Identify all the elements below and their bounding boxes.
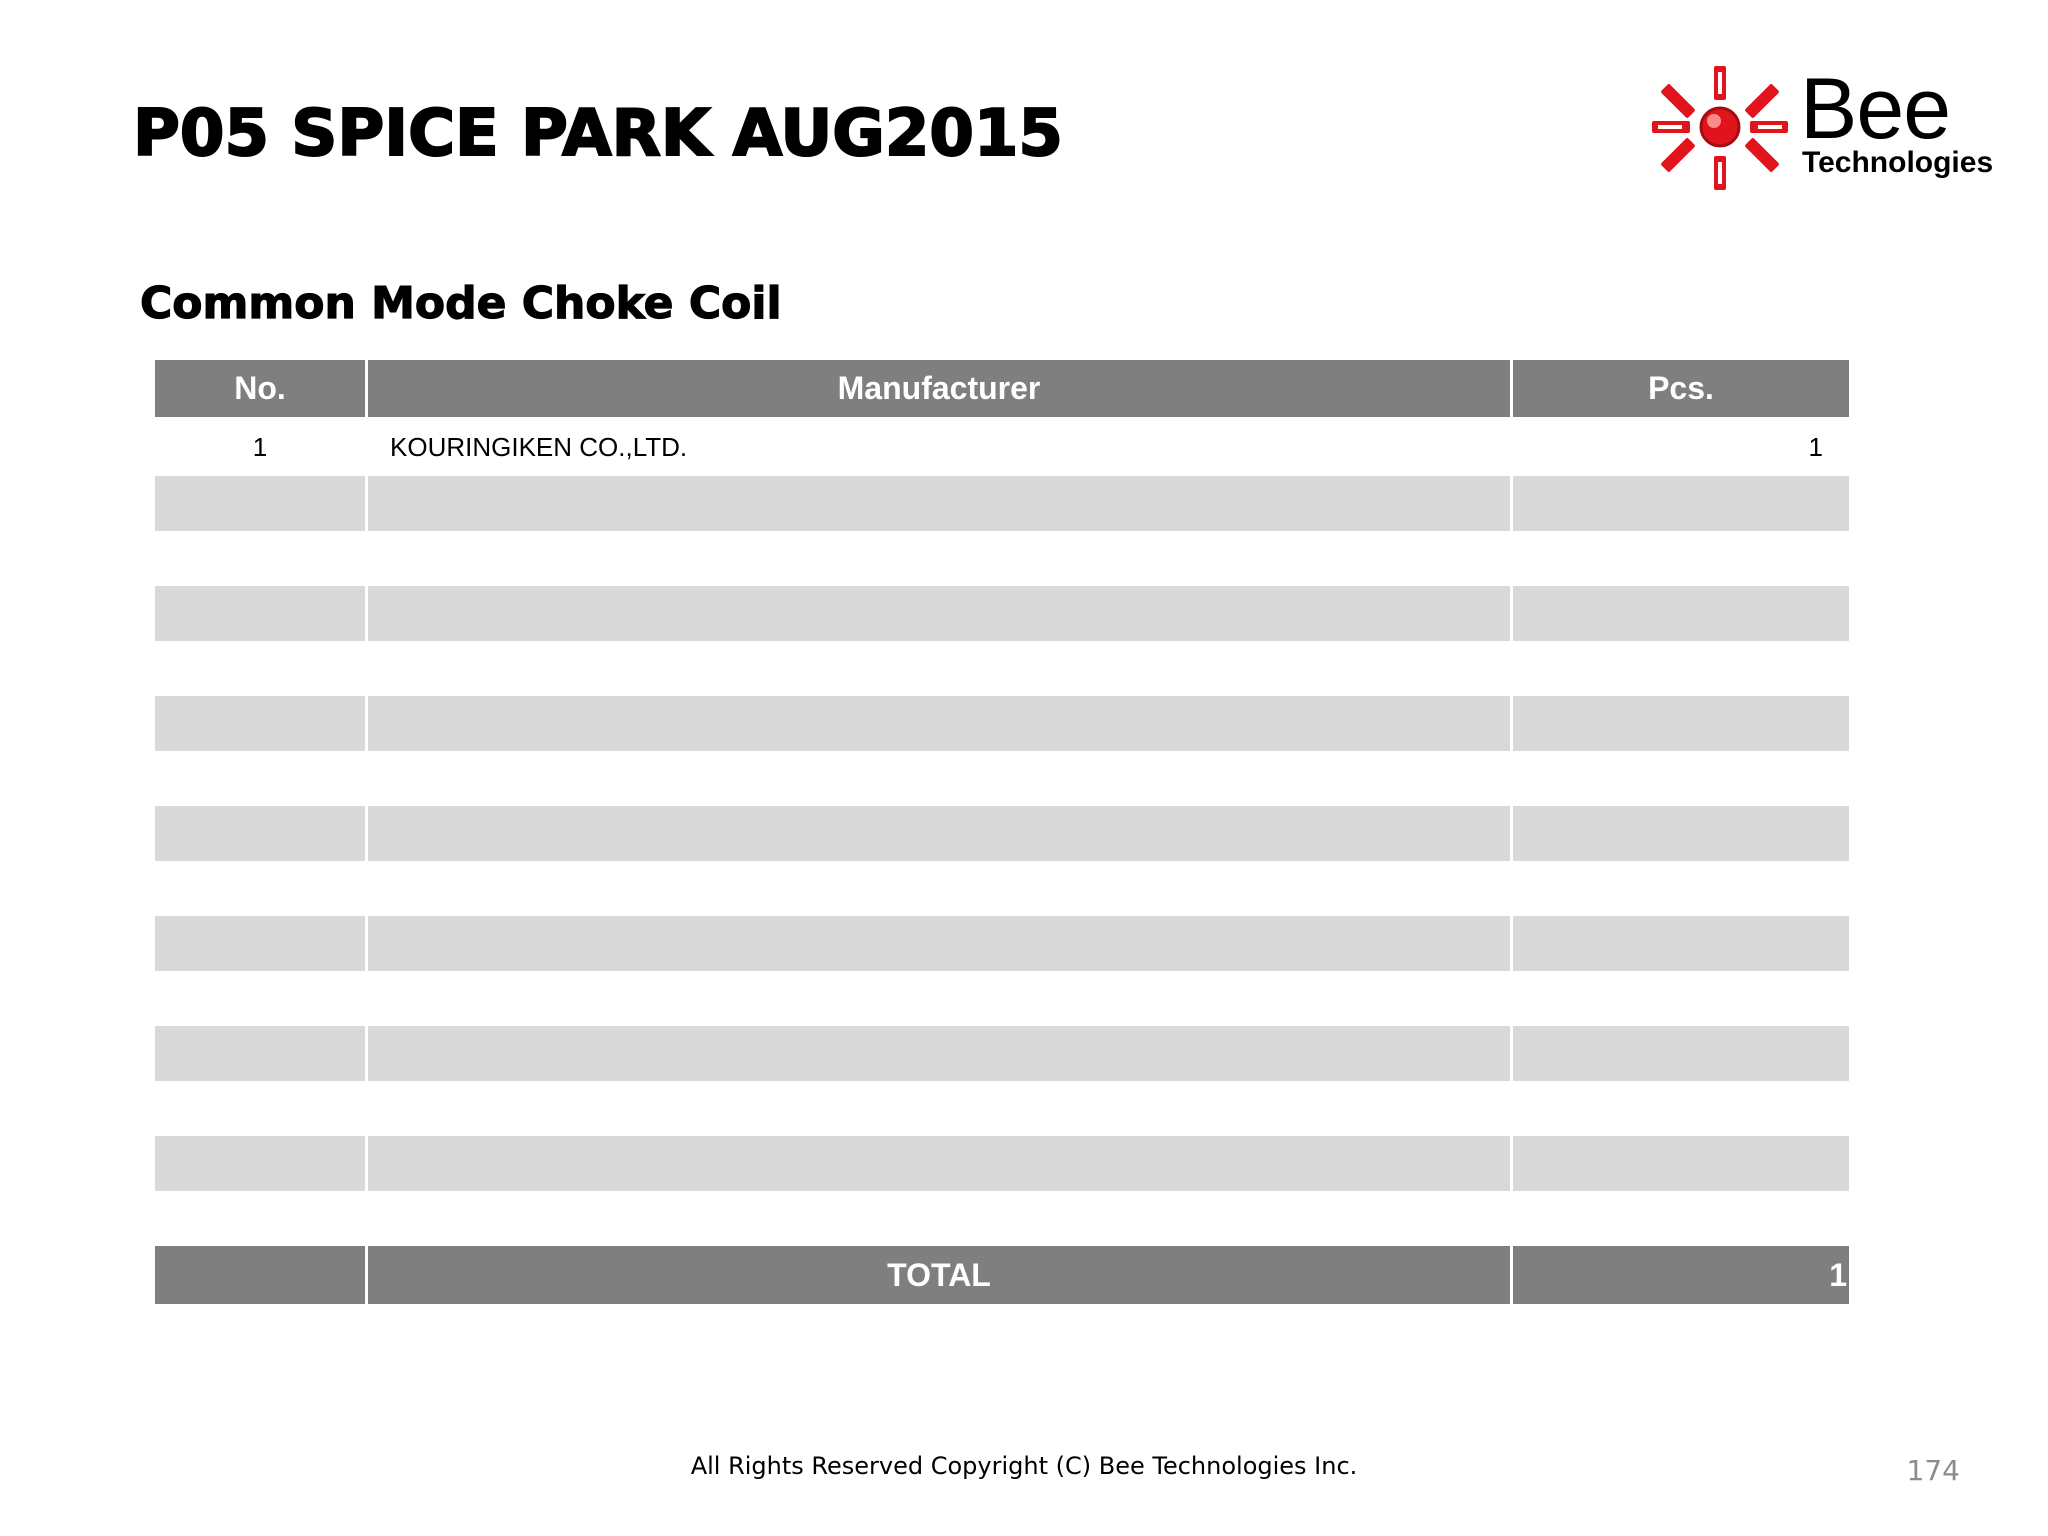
cell-pcs xyxy=(1513,476,1849,531)
cell-manufacturer xyxy=(368,586,1510,641)
slide-title: P05 SPICE PARK AUG2015 xyxy=(133,97,1063,171)
cell-manufacturer xyxy=(368,696,1510,751)
cell-no xyxy=(155,696,365,751)
cell-no xyxy=(155,916,365,971)
table-row xyxy=(155,418,1849,476)
table-row xyxy=(155,861,1849,916)
cell-manufacturer xyxy=(368,1136,1510,1191)
cell-pcs xyxy=(1513,916,1849,971)
total-value: 1 xyxy=(1513,1246,1849,1304)
cell-no xyxy=(155,476,365,531)
table-row xyxy=(155,1136,1849,1191)
cell-pcs xyxy=(1513,641,1849,696)
copyright-footer: All Rights Reserved Copyright (C) Bee Technologies Inc. xyxy=(690,1452,1358,1480)
cell-no xyxy=(155,1026,365,1081)
cell-no xyxy=(155,1136,365,1191)
cell-no xyxy=(155,641,365,696)
cell-manufacturer xyxy=(368,641,1510,696)
cell-manufacturer xyxy=(368,971,1510,1026)
table-row xyxy=(155,586,1849,641)
cell-manufacturer xyxy=(368,531,1510,586)
cell-manufacturer xyxy=(368,916,1510,971)
bee-technologies-logo xyxy=(1650,61,2010,194)
cell-pcs xyxy=(1513,1081,1849,1136)
cell-no xyxy=(155,1081,365,1136)
table-row xyxy=(155,916,1849,971)
cell-pcs xyxy=(1513,531,1849,586)
cell-no xyxy=(155,586,365,641)
column-header-manufacturer: Manufacturer xyxy=(368,360,1510,417)
page-number: 174 xyxy=(1906,1454,1960,1487)
cell-manufacturer xyxy=(368,1026,1510,1081)
table-row xyxy=(155,806,1849,861)
cell-pcs xyxy=(1513,1191,1849,1246)
logo-wordmark: Bee xyxy=(1800,61,1951,157)
cell-no xyxy=(155,971,365,1026)
cell-pcs xyxy=(1513,1136,1849,1191)
logo-burst-icon xyxy=(1650,64,1790,194)
table-row xyxy=(155,1081,1849,1136)
cell-pcs xyxy=(1513,806,1849,861)
cell-manufacturer xyxy=(368,861,1510,916)
cell-pcs: 1 xyxy=(1513,418,1849,476)
table-row xyxy=(155,531,1849,586)
cell-pcs xyxy=(1513,861,1849,916)
cell-manufacturer xyxy=(368,1081,1510,1136)
cell-no xyxy=(155,1191,365,1246)
cell-pcs xyxy=(1513,1026,1849,1081)
table-row xyxy=(155,476,1849,531)
cell-pcs xyxy=(1513,751,1849,806)
total-no-cell xyxy=(155,1246,365,1304)
table-row xyxy=(155,696,1849,751)
table-row xyxy=(155,1191,1849,1246)
column-header-pcs: Pcs. xyxy=(1513,360,1849,417)
total-label: TOTAL xyxy=(368,1246,1510,1304)
column-header-no: No. xyxy=(155,360,365,417)
cell-pcs xyxy=(1513,971,1849,1026)
logo-subtitle: Technologies xyxy=(1802,146,1994,179)
cell-no: 1 xyxy=(155,418,365,476)
cell-manufacturer xyxy=(368,1191,1510,1246)
table-row xyxy=(155,641,1849,696)
table-row xyxy=(155,751,1849,806)
cell-pcs xyxy=(1513,586,1849,641)
table-row xyxy=(155,1026,1849,1081)
table-row xyxy=(155,971,1849,1026)
manufacturer-table xyxy=(155,360,1849,1304)
cell-manufacturer xyxy=(368,751,1510,806)
cell-no xyxy=(155,861,365,916)
table-header-row xyxy=(155,360,1849,417)
cell-manufacturer: KOURINGIKEN CO.,LTD. xyxy=(368,418,1510,476)
cell-no xyxy=(155,751,365,806)
table-total-row xyxy=(155,1246,1849,1304)
cell-no xyxy=(155,531,365,586)
cell-manufacturer xyxy=(368,476,1510,531)
cell-pcs xyxy=(1513,696,1849,751)
cell-manufacturer xyxy=(368,806,1510,861)
section-title: Common Mode Choke Coil xyxy=(140,278,782,329)
cell-no xyxy=(155,806,365,861)
